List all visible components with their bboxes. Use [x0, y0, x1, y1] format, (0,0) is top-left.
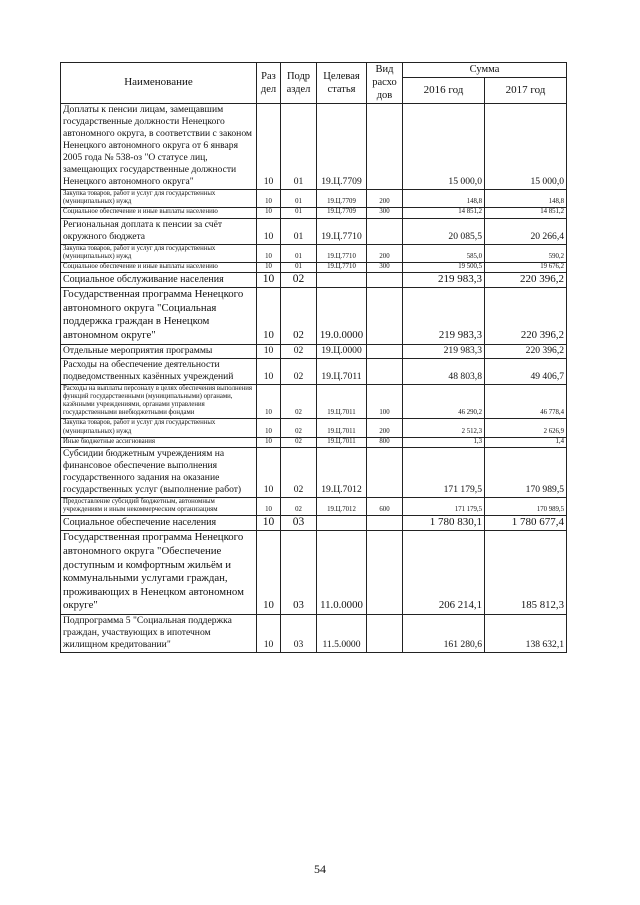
- row-sum-2016: 20 085,5: [403, 218, 485, 244]
- table-row: [61, 190, 567, 208]
- row-target: 11.5.0000: [317, 614, 367, 652]
- table-row: [61, 419, 567, 437]
- row-sum-2017: 590,2: [485, 244, 567, 262]
- row-target: [317, 516, 367, 531]
- table-row: [61, 498, 567, 516]
- row-podrazdel: 02: [281, 384, 317, 419]
- row-podrazdel: 02: [281, 437, 317, 447]
- row-sum-2016: 148,8: [403, 190, 485, 208]
- row-razdel: 10: [257, 516, 281, 531]
- row-sum-2016: 585,0: [403, 244, 485, 262]
- row-sum-2017: 19 676,2: [485, 263, 567, 273]
- row-expense-type: [367, 614, 403, 652]
- table-row: [61, 288, 567, 344]
- table-row: [61, 263, 567, 273]
- row-target: 19.Ц.7011: [317, 437, 367, 447]
- row-razdel: 10: [257, 384, 281, 419]
- row-razdel: 10: [257, 448, 281, 498]
- row-podrazdel: 01: [281, 244, 317, 262]
- row-razdel: 10: [257, 104, 281, 190]
- row-expense-type: [367, 288, 403, 344]
- row-sum-2016: 2 512,3: [403, 419, 485, 437]
- row-razdel: 10: [257, 273, 281, 288]
- row-podrazdel: 01: [281, 208, 317, 218]
- row-sum-2016: 15 000,0: [403, 104, 485, 190]
- row-podrazdel: 02: [281, 344, 317, 358]
- row-target: 19.Ц.0000: [317, 344, 367, 358]
- row-sum-2016: 171 179,5: [403, 498, 485, 516]
- row-target: 11.0.0000: [317, 531, 367, 615]
- row-target: 19.0.0000: [317, 288, 367, 344]
- row-sum-2017: 15 000,0: [485, 104, 567, 190]
- row-sum-2017: 220 396,2: [485, 288, 567, 344]
- row-sum-2016: 206 214,1: [403, 531, 485, 615]
- row-podrazdel: 03: [281, 614, 317, 652]
- row-expense-type: 200: [367, 190, 403, 208]
- table-body: [61, 104, 567, 653]
- row-sum-2017: 46 778,4: [485, 384, 567, 419]
- row-sum-2017: 14 851,2: [485, 208, 567, 218]
- header-sum: Сумма: [403, 63, 567, 78]
- row-sum-2017: 2 626,9: [485, 419, 567, 437]
- row-sum-2016: 48 803,8: [403, 358, 485, 384]
- table-row: [61, 358, 567, 384]
- row-sum-2017: 1,4: [485, 437, 567, 447]
- row-sum-2017: 220 396,2: [485, 344, 567, 358]
- row-target: 19.Ц.7012: [317, 448, 367, 498]
- row-name: Социальное обслуживание населения: [61, 273, 257, 288]
- row-expense-type: [367, 344, 403, 358]
- row-name: Подпрограмма 5 "Социальная поддержка граждан, участвующих в ипотечном жилищном кредитовании": [61, 614, 257, 652]
- row-podrazdel: 02: [281, 273, 317, 288]
- header-year-2017: 2017 год: [485, 78, 567, 104]
- table-row: [61, 344, 567, 358]
- row-expense-type: [367, 531, 403, 615]
- budget-table: [60, 62, 567, 653]
- row-podrazdel: 01: [281, 263, 317, 273]
- row-expense-type: 200: [367, 244, 403, 262]
- row-sum-2016: 1,3: [403, 437, 485, 447]
- row-sum-2017: 138 632,1: [485, 614, 567, 652]
- row-target: 19.Ц.7710: [317, 263, 367, 273]
- row-name: Доплаты к пенсии лицам, замещавшим государственные должности Ненецкого автономного округа, в соответствии с законом Ненецкого автономного округа от 6 января 2005 года № 538-оз "О статусе лиц, замещающих государственные должности Ненецкого автономного округа": [61, 104, 257, 190]
- row-razdel: 10: [257, 419, 281, 437]
- row-razdel: 10: [257, 244, 281, 262]
- row-name: Субсидии бюджетным учреждениям на финансовое обеспечение выполнения государственного задания на оказание государственных услуг (выполнение работ): [61, 448, 257, 498]
- row-podrazdel: 03: [281, 516, 317, 531]
- row-name: Отдельные мероприятия программы: [61, 344, 257, 358]
- row-expense-type: [367, 516, 403, 531]
- row-sum-2017: 185 812,3: [485, 531, 567, 615]
- header-target: Целевая статья: [317, 63, 367, 104]
- row-sum-2017: 148,8: [485, 190, 567, 208]
- table-row: [61, 448, 567, 498]
- row-target: 19.Ц.7709: [317, 208, 367, 218]
- row-expense-type: 600: [367, 498, 403, 516]
- row-target: 19.Ц.7710: [317, 244, 367, 262]
- table-row: [61, 531, 567, 615]
- row-target: 19.Ц.7011: [317, 419, 367, 437]
- header-name: Наименование: [61, 63, 257, 104]
- header-year-2016: 2016 год: [403, 78, 485, 104]
- row-target: 19.Ц.7709: [317, 104, 367, 190]
- row-name: Государственная программа Ненецкого автономного округа "Обеспечение доступным и комфортным жильём и коммунальными услугами граждан, проживающих в Ненецком автономном округе": [61, 531, 257, 615]
- row-expense-type: 300: [367, 208, 403, 218]
- row-podrazdel: 02: [281, 419, 317, 437]
- row-name: Социальное обеспечение и иные выплаты населению: [61, 263, 257, 273]
- row-razdel: 10: [257, 437, 281, 447]
- row-sum-2016: 219 983,3: [403, 344, 485, 358]
- row-sum-2017: 20 266,4: [485, 218, 567, 244]
- row-sum-2017: 170 989,5: [485, 498, 567, 516]
- row-podrazdel: 01: [281, 190, 317, 208]
- row-target: 19.Ц.7710: [317, 218, 367, 244]
- row-sum-2017: 49 406,7: [485, 358, 567, 384]
- row-expense-type: [367, 448, 403, 498]
- row-name: Закупка товаров, работ и услуг для государственных (муниципальных) нужд: [61, 244, 257, 262]
- row-target: 19.Ц.7011: [317, 358, 367, 384]
- header-razdel: Раз дел: [257, 63, 281, 104]
- row-sum-2016: 46 290,2: [403, 384, 485, 419]
- table-row: [61, 104, 567, 190]
- table-row: [61, 218, 567, 244]
- row-name: Социальное обеспечение и иные выплаты населению: [61, 208, 257, 218]
- row-razdel: 10: [257, 531, 281, 615]
- row-podrazdel: 02: [281, 358, 317, 384]
- row-razdel: 10: [257, 208, 281, 218]
- row-name: Расходы на выплаты персоналу в целях обеспечения выполнения функций государственными (муниципальными) органами, казёнными учреждениями, органами управления государственными внебюджетными фондами: [61, 384, 257, 419]
- table-row: [61, 273, 567, 288]
- row-name: Расходы на обеспечение деятельности подведомственных казённых учреждений: [61, 358, 257, 384]
- table-row: [61, 437, 567, 447]
- row-expense-type: 800: [367, 437, 403, 447]
- row-target: 19.Ц.7011: [317, 384, 367, 419]
- row-razdel: 10: [257, 498, 281, 516]
- row-expense-type: 100: [367, 384, 403, 419]
- row-razdel: 10: [257, 218, 281, 244]
- header-podrazdel: Подр аздел: [281, 63, 317, 104]
- header-expense-type: Вид расхо дов: [367, 63, 403, 104]
- row-sum-2016: 171 179,5: [403, 448, 485, 498]
- table-row: [61, 208, 567, 218]
- row-sum-2016: 14 851,2: [403, 208, 485, 218]
- row-name: Государственная программа Ненецкого автономного округа "Социальная поддержка граждан в Ненецком автономном округе": [61, 288, 257, 344]
- row-podrazdel: 02: [281, 288, 317, 344]
- row-sum-2016: 219 983,3: [403, 288, 485, 344]
- row-expense-type: [367, 358, 403, 384]
- row-expense-type: 300: [367, 263, 403, 273]
- row-razdel: 10: [257, 614, 281, 652]
- row-sum-2016: 1 780 830,1: [403, 516, 485, 531]
- row-podrazdel: 02: [281, 498, 317, 516]
- row-sum-2017: 220 396,2: [485, 273, 567, 288]
- row-razdel: 10: [257, 190, 281, 208]
- row-razdel: 10: [257, 358, 281, 384]
- row-expense-type: [367, 104, 403, 190]
- row-podrazdel: 01: [281, 104, 317, 190]
- page-number: 54: [314, 862, 326, 876]
- table-row: [61, 384, 567, 419]
- row-name: Закупка товаров, работ и услуг для государственных (муниципальных) нужд: [61, 190, 257, 208]
- row-razdel: 10: [257, 263, 281, 273]
- row-podrazdel: 01: [281, 218, 317, 244]
- table-row: [61, 614, 567, 652]
- table-row: [61, 244, 567, 262]
- row-name: Предоставление субсидий бюджетным, автономным учреждениям и иным некоммерческим организациям: [61, 498, 257, 516]
- row-name: Иные бюджетные ассигнования: [61, 437, 257, 447]
- row-razdel: 10: [257, 288, 281, 344]
- row-razdel: 10: [257, 344, 281, 358]
- row-target: [317, 273, 367, 288]
- row-sum-2017: 170 989,5: [485, 448, 567, 498]
- row-sum-2016: 219 983,3: [403, 273, 485, 288]
- row-expense-type: 200: [367, 419, 403, 437]
- row-name: Социальное обеспечение населения: [61, 516, 257, 531]
- row-name: Закупка товаров, работ и услуг для государственных (муниципальных) нужд: [61, 419, 257, 437]
- row-target: 19.Ц.7012: [317, 498, 367, 516]
- row-expense-type: [367, 218, 403, 244]
- row-name: Региональная доплата к пенсии за счёт окружного бюджета: [61, 218, 257, 244]
- row-podrazdel: 03: [281, 531, 317, 615]
- table-row: [61, 516, 567, 531]
- row-sum-2016: 19 500,5: [403, 263, 485, 273]
- row-sum-2017: 1 780 677,4: [485, 516, 567, 531]
- row-sum-2016: 161 280,6: [403, 614, 485, 652]
- row-target: 19.Ц.7709: [317, 190, 367, 208]
- row-podrazdel: 02: [281, 448, 317, 498]
- row-expense-type: [367, 273, 403, 288]
